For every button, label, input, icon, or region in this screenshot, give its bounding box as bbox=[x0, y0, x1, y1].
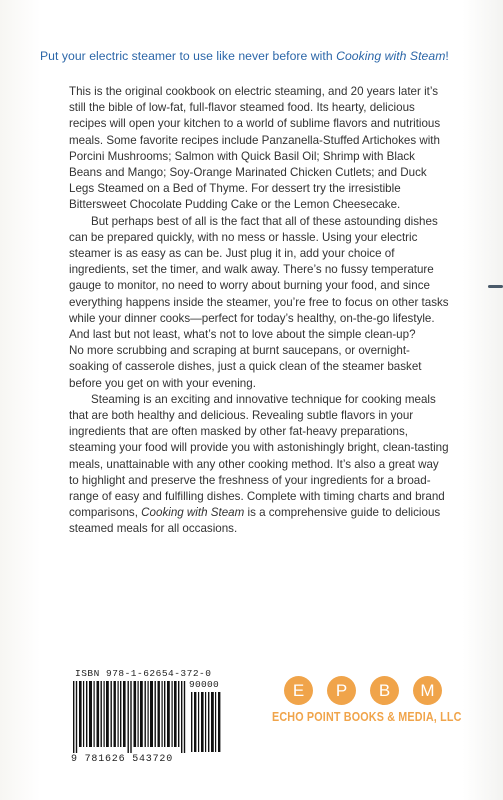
price-addon-number: 90000 bbox=[189, 679, 220, 690]
logo-letter-p: P bbox=[327, 676, 356, 705]
tagline bbox=[40, 49, 500, 63]
blurb-paragraph-3-main: Steaming is an exciting and innovative technique for cooking meals that are both healthy and delicious. Revealing subtle flavors in your ingredients that are often masked by other fat-heavy preparations, steaming your food will provide you with astonishingly bright, clean-tasting meals, unattainable with any other cooking method. It’s also a great way to highlight and preserve the freshness of your ingredients for a broad-range of easy and fulfilling dishes. Complete with timing charts and brand comparisons, bbox=[69, 392, 449, 520]
tagline-suffix: ! bbox=[445, 49, 449, 63]
logo-letter-m: M bbox=[413, 676, 442, 705]
blurb-paragraph-3 bbox=[69, 392, 449, 538]
publisher-logo-circles bbox=[284, 676, 444, 708]
ean-barcode-bars bbox=[73, 681, 187, 753]
price-addon-bars bbox=[191, 692, 221, 752]
publisher-logo bbox=[272, 676, 462, 732]
blurb-paragraph-2-continued: No more scrubbing and scraping at burnt saucepans, or overnight-soaking of casserole dishes, just a quick clean of the steamer basket before you get on with your evening. bbox=[69, 344, 422, 390]
tagline-prefix: Put your electric steamer to use like never before with bbox=[40, 49, 337, 63]
blurb-paragraph-1: This is the original cookbook on electric steaming, and 20 years later it’s still the bible of low-fat, full-flavor steamed food. Its hearty, delicious recipes will open your kitchen to a world of sublime flavors and nutritious meals. Some favorite recipes include Panzanella-Stuffed Artichokes with Porcini Mushrooms; Salmon with Quick Basil Oil; Shrimp with Black Beans and Mango; Soy-Orange Marinated Chicken Cutlets; and Duck Legs Steamed on a Bed of Thyme. For dessert try the irresistible Bittersweet Chocolate Pudding Cake or the Lemon Cheesecake. bbox=[69, 85, 441, 212]
blurb bbox=[69, 84, 449, 538]
ean-number: 9 781626 543720 bbox=[71, 754, 174, 765]
blurb-paragraph-2: But perhaps best of all is the fact that all of these astounding dishes can be prepared quickly, with no mess or hassle. Using your electric steamer is as easy as can be. Just plug it in, add your choice of ingredients, set the timer, and walk away. There’s no fussy temperature gauge to monitor, no need to worry about burning your food, and since everything happens inside the steamer, you’re free to focus on other tasks while your dinner cooks—perfect for today’s healthy, on-the-go lifestyle. And last but not least, what’s not to love about the simple clean-up? bbox=[69, 214, 449, 342]
edge-mark bbox=[488, 285, 503, 288]
blurb-book-title: Cooking with Steam bbox=[141, 506, 245, 520]
logo-letter-b: B bbox=[370, 676, 399, 705]
publisher-name: ECHO POINT BOOKS & MEDIA, LLC bbox=[272, 710, 462, 724]
blurb-paragraph-3-end: is a comprehensive guide to delicious steamed meals for all occasions. bbox=[69, 506, 441, 536]
isbn-number: ISBN 978-1-62654-372-0 bbox=[75, 668, 212, 679]
logo-letter-e: E bbox=[284, 676, 313, 705]
isbn-barcode bbox=[69, 666, 224, 769]
tagline-book-title: Cooking with Steam bbox=[336, 49, 446, 63]
